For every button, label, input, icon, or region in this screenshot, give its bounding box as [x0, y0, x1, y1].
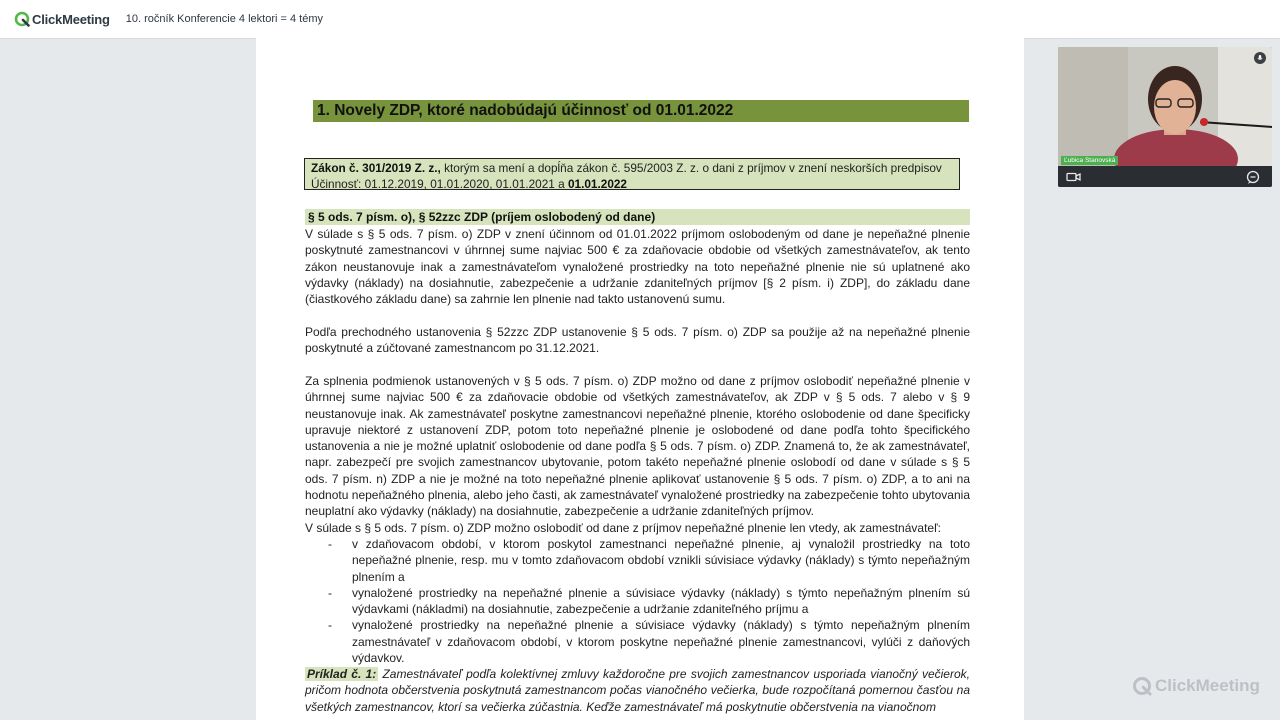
- condition-list: [310, 536, 970, 666]
- document-heading: [313, 100, 969, 122]
- law-title: Zákon č. 301/2019 Z. z.,: [311, 161, 441, 175]
- example-paragraph: [305, 666, 970, 715]
- list-item-text: vynaložené prostriedky na nepeňažné plnenie a súvisiace výdavky (náklady) s týmto nepeňažným plnením zamestnávateľ v zdaňovacom období, v ktorom poskytne nepeňažné plnenie zamestnancovi, vylúči z daňových výdavkov.: [352, 618, 970, 666]
- brand-name: ClickMeeting: [32, 11, 110, 27]
- shared-document[interactable]: [256, 38, 1024, 720]
- example-label: Príklad č. 1:: [307, 667, 377, 681]
- list-item-text: v zdaňovacom období, v ktorom poskytol zamestnanci nepeňažné plnenie, aj vynaložil prostriedky na toto nepeňažné plnenie, resp. mu v tomto zdaňovacom období vznikli súvisiace výdavky (náklady) s týmto nepeňažným plnením a: [352, 537, 970, 584]
- list-item: - vynaložené prostriedky na nepeňažné plnenie a súvisiace výdavky (náklady) s týmto nepeňažným plnením sú výdavkami (nákladmi) na dosiahnutie, zabezpečenie a udržanie zdaniteľného príjmu a: [328, 585, 970, 617]
- paragraph-4: V súlade s § 5 ods. 7 písm. o) ZDP možno oslobodiť od dane z príjmov nepeňažné plnenie len vtedy, ak zamestnávateľ:: [305, 521, 941, 535]
- watermark-text: ClickMeeting: [1155, 676, 1260, 695]
- presenter-name: Ľubica Stanovská: [1061, 156, 1118, 165]
- law-info-box: [304, 158, 960, 190]
- example-text: Zamestnávateľ podľa kolektívnej zmluvy každoročne pre svojich zamestnancov usporiada vianočný večierok, pričom hodnota občerstvenia poskytnutá zamestnancom počas vianočného večierka, bude rozpočítaná pomernou časťou na všetkých zamestnancov, ktorí sa večierka zúčastnia. Keďže zamestnávateľ má poskytnutie občerstvenia na vianočnom: [305, 667, 970, 714]
- watermark-logo-icon: [1132, 676, 1152, 696]
- top-bar: [0, 0, 1280, 39]
- camera-icon[interactable]: [1066, 170, 1082, 184]
- law-effect-line: [311, 176, 953, 192]
- list-item: - v zdaňovacom období, v ktorom poskytol zamestnanci nepeňažné plnenie, aj vynaložil prostriedky na toto nepeňažné plnenie, resp. mu v tomto zdaňovacom období vznikli súvisiace výdavky (náklady) s týmto nepeňažným plnením a: [328, 537, 970, 584]
- clickmeeting-watermark: [1132, 676, 1260, 696]
- law-title-line: [311, 160, 953, 176]
- webcam-toolbar: [1058, 166, 1272, 187]
- webcam-video: [1058, 47, 1272, 166]
- event-title: 10. ročník Konferencie 4 lektori = 4 témy: [125, 13, 323, 25]
- law-effect-prefix: Účinnosť: 01.12.2019, 01.01.2020, 01.01.2021 a: [311, 177, 568, 191]
- law-effect-date: 01.01.2022: [567, 177, 627, 191]
- paragraph-3: Za splnenia podmienok ustanovených v § 5 ods. 7 písm. o) ZDP možno od dane z príjmov oslobodiť nepeňažné plnenie v úhrnnej sume najviac 500 € za zdaňovacie obdobie od všetkých zamestnávateľov, ak ZDP v § 5 ods. 7 alebo v § 9 neustanovuje inak. Ak zamestnávateľ poskytne zamestnancovi nepeňažné plnenie, ktorého oslobodenie od dane špecificky upravuje niektoré z ustanovení ZDP, potom toto nepeňažné plnenie je oslobodené od dane podľa tohto špecifického ustanovenia a nie je možné uplatniť oslobodenie od dane podľa § 5 ods. 7 písm. o) ZDP. Znamená to, že ak zamestnávateľ, napr. zabezpečí pre svojich zamestnancov ubytovanie, potom takéto nepeňažné plnenie oslobodí od dane v súlade s § 5 ods. 7 písm. n) ZDP a nie je možné na toto nepeňažné plnenie aplikovať ustanovenie § 5 ods. 7 písm. o) ZDP, a to ani na hodnotu nepeňažného plnenia, alebo jeho časti, ak zamestnávateľ vynaložené prostriedky na zabezpečenie tohto ubytovania neuplatní ako výdavky (náklady) na dosiahnutie, zabezpečenie a udržanie zdaniteľných príjmov.: [305, 374, 970, 519]
- clickmeeting-logo-icon: [14, 11, 30, 27]
- chat-icon[interactable]: [1245, 170, 1261, 184]
- clickmeeting-logo[interactable]: [14, 11, 110, 27]
- list-item-text: vynaložené prostriedky na nepeňažné plnenie a súvisiace výdavky (náklady) s týmto nepeňažným plnením sú výdavkami (nákladmi) na dosiahnutie, zabezpečenie a udržanie zdaniteľného príjmu a: [352, 585, 970, 617]
- mic-status-icon: [1254, 52, 1266, 64]
- document-heading-text: 1. Novely ZDP, ktoré nadobúdajú účinnosť od 01.01.2022: [317, 102, 734, 119]
- presenter-webcam[interactable]: [1058, 47, 1272, 187]
- paragraph-2: Podľa prechodného ustanovenia § 52zzc ZDP ustanovenie § 5 ods. 7 písm. o) ZDP sa použije až na nepeňažné plnenie poskytnuté a zúčtované zamestnancom po 31.12.2021.: [305, 325, 970, 356]
- section-heading: § 5 ods. 7 písm. o), § 52zzc ZDP (príjem oslobodený od dane): [305, 209, 970, 225]
- law-title-rest: ktorým sa mení a dopĺňa zákon č. 595/2003 Z. z. o dani z príjmov v znení neskorších predpisov: [440, 161, 942, 175]
- paragraph-1: V súlade s § 5 ods. 7 písm. o) ZDP v znení účinnom od 01.01.2022 príjmom oslobodeným od dane je nepeňažné plnenie poskytnuté zamestnancovi v úhrnnej sume najviac 500 € za zdaňovacie obdobie od všetkých zamestnávateľov, ak tento zákon neustanovuje inak a zamestnávateľom vynaložené prostriedky na toto nepeňažné plnenie nie sú uplatnené ako výdavky (náklady) na dosiahnutie, zabezpečenie a udržanie zdaniteľných príjmov [§ 2 písm. i) ZDP], do základu dane (čiastkového základu dane) sa zahrnie len plnenie nad takto ustanovenú sumu.: [305, 227, 970, 307]
- list-item: - vynaložené prostriedky na nepeňažné plnenie a súvisiace výdavky (náklady) s týmto nepeňažným plnením zamestnávateľ v zdaňovacom období, v ktorom poskytne nepeňažné plnenie zamestnancovi, vylúči z daňových výdavkov.: [328, 618, 970, 666]
